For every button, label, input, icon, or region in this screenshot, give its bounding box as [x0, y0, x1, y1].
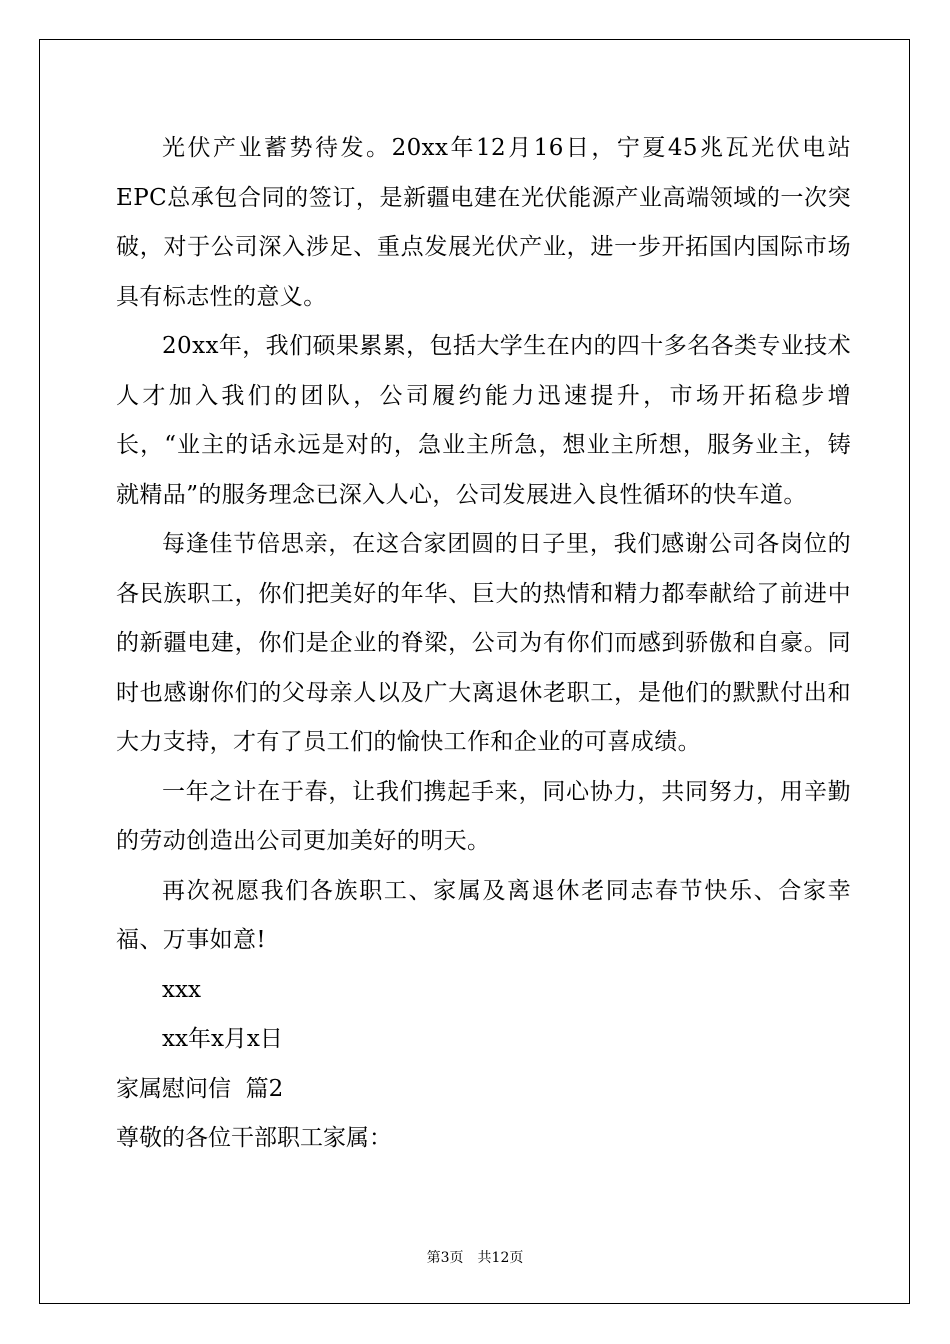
page-number: 第3页 共12页	[426, 1250, 524, 1266]
paragraph-3: 每逢佳节倍思亲，在这合家团圆的日子里，我们感谢公司各岗位的各民族职工，你们把美好的年华、巨大的热情和精力都奉献给了前进中的新疆电建，你们是企业的脊梁，公司为有你们而感到骄傲和自豪。同时也感谢你们的父母亲人以及广大离退休老职工，是他们的默默付出和大力支持，才有了员工们的愉快工作和企业的可喜成绩。	[116, 531, 851, 755]
paragraph-5: 再次祝愿我们各族职工、家属及离退休老同志春节快乐、合家幸福、万事如意!	[116, 877, 851, 953]
paragraph-4: 一年之计在于春，让我们携起手来，同心协力，共同努力，用辛勤的劳动创造出公司更加美好的明天。	[116, 778, 851, 854]
paragraph-2: 20xx年，我们硕果累累，包括大学生在内的四十多名各类专业技术人才加入我们的团队，公司履约能力迅速提升，市场开拓稳步增长，“业主的话永远是对的，急业主所急，想业主所想，服务业主，铸就精品”的服务理念已深入人心，公司发展进入良性循环的快车道。	[116, 333, 851, 508]
document-body	[116, 124, 851, 1164]
paragraph-1: 光伏产业蓄势待发。20xx年12月16日，宁夏45兆瓦光伏电站EPC总承包合同的签订，是新疆电建在光伏能源产业高端领域的一次突破，对于公司深入涉足、重点发展光伏产业，进一步开拓国内国际市场具有标志性的意义。	[116, 135, 851, 310]
salutation: 尊敬的各位干部职工家属：	[116, 1125, 392, 1151]
section-title: 家属慰问信 篇2	[116, 1075, 284, 1102]
signature: xxx	[162, 976, 201, 1003]
date: xx年x月x日	[162, 1026, 283, 1052]
